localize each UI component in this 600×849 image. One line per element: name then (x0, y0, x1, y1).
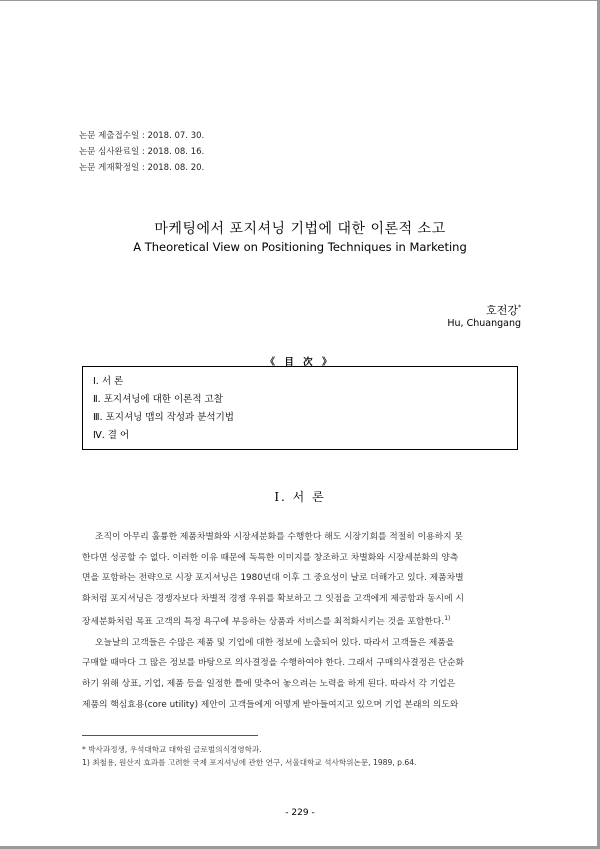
toc-item: Ⅲ. 포지셔닝 맵의 작성과 분석기법 (93, 412, 234, 423)
page-top-edge (0, 0, 600, 1)
author-name-korean (486, 302, 521, 318)
body-line: 면을 포함하는 전략으로 시장 포지셔닝은 1980년대 이후 그 중요성이 날로 더해가고 있다. 제품차별 (82, 573, 464, 584)
footnote-1: 1) 최철용, 원산지 효과를 고려한 국제 포지셔닝에 관한 연구, 서울대학교 석사학위논문, 1989, p.64. (82, 758, 417, 767)
reviewed-date: 논문 심사완료일 : 2018. 08. 16. (79, 147, 205, 157)
toc-item: Ⅱ. 포지셔닝에 대한 이론적 고찰 (93, 394, 223, 405)
toc-item: Ⅳ. 결 어 (93, 430, 130, 441)
author-name-korean-text: 호전강 (486, 304, 518, 317)
body-line: 오늘날의 고객들은 수많은 제품 및 기업에 대한 정보에 노출되어 있다. 따라서 고객들은 제품을 (95, 637, 455, 648)
author-footnote-mark: * (518, 304, 521, 312)
footnote-divider (82, 735, 258, 736)
body-line: 한다면 성공할 수 없다. 이러한 이유 때문에 독특한 이미지를 창조하고 차별화와 시장세분화의 양측 (82, 552, 459, 563)
paper-title-english: A Theoretical View on Positioning Techniques in Marketing (133, 240, 467, 254)
body-line: 제품의 핵심효용(core utility) 제안이 고객들에게 어떻게 받아들여지고 있으며 기업 본래의 의도와 (82, 699, 459, 710)
body-line-with-ref (82, 609, 522, 633)
footnote-author: * 박사과정생, 우석대학교 대학원 글로벌의식경영학과. (82, 745, 262, 754)
author-name-english: Hu, Chuangang (447, 318, 521, 329)
body-line: 하기 위해 상표, 기업, 제품 등을 일정한 틀에 맞추어 놓으려는 노력을 하게 된다. 따라서 각 기업은 (82, 679, 456, 690)
body-text (82, 527, 522, 715)
toc-item: Ⅰ. 서 론 (93, 376, 124, 387)
body-line: 조직이 아무리 훌륭한 제품차별화와 시장세분화를 수행한다 해도 시장기회를 적절히 이용하지 못 (95, 532, 463, 542)
toc-heading: 《 目 次 》 (265, 357, 335, 368)
body-line: 화처럼 포지셔닝은 경쟁자보다 차별적 경쟁 우위를 확보하고 그 잇점을 고객에게 제공함과 동시에 시 (82, 593, 464, 604)
section-heading: Ⅰ. 서 론 (274, 490, 326, 504)
confirmed-date: 논문 게재확정일 : 2018. 08. 20. (79, 163, 205, 173)
page-number: - 229 - (285, 808, 315, 818)
footnotes (82, 743, 416, 769)
body-line: 구매할 때마다 그 많은 정보를 바탕으로 의사결정을 수행하여야 한다. 그래서 구매의사결정은 단순화 (82, 658, 464, 669)
paper-title-korean: 마케팅에서 포지셔닝 기법에 대한 이론적 소고 (154, 221, 446, 237)
submission-dates (79, 128, 204, 176)
submitted-date: 논문 제출접수일 : 2018. 07. 30. (79, 131, 205, 141)
body-line-text: 장세분화처럼 목표 고객의 특정 욕구에 부응하는 상품과 서비스를 최적화시키는 것을 포함한다. (82, 617, 445, 628)
footnote-ref: 1) (444, 615, 451, 623)
toc-list (93, 373, 234, 445)
